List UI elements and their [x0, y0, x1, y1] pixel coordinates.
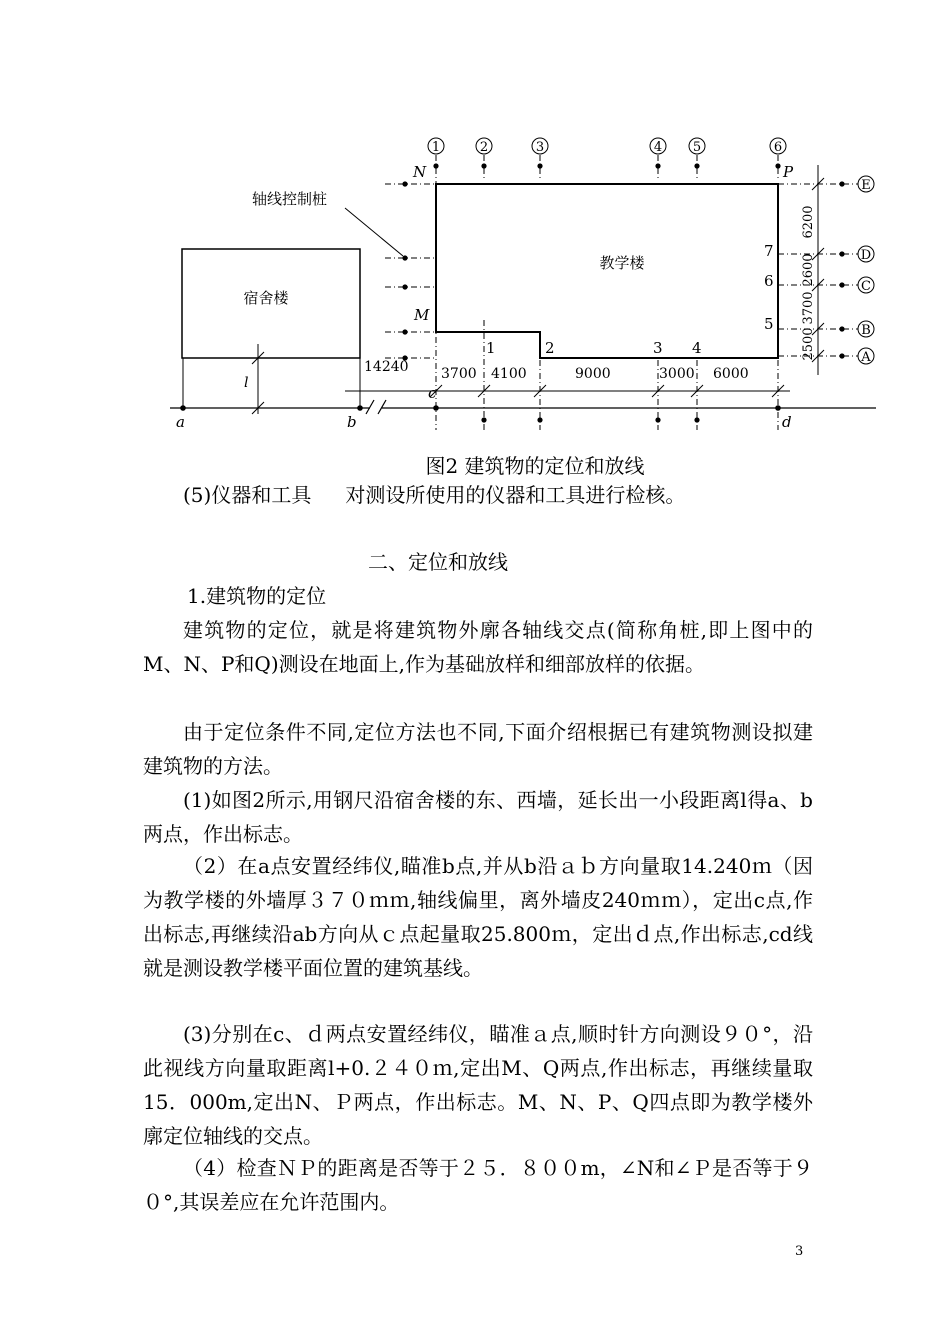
dim-4100: 4100	[491, 366, 527, 382]
axis-bubble-2	[476, 138, 492, 155]
axis-bubble-1	[428, 138, 444, 155]
control-pile-label: 轴线控制桩	[252, 190, 328, 208]
subsection-title: 1.建筑物的定位	[187, 584, 327, 608]
svg-text:6: 6	[773, 140, 783, 155]
point-d-label: d	[782, 413, 792, 431]
corner-label-N: N	[413, 163, 427, 181]
svg-text:4: 4	[653, 140, 663, 155]
svg-text:3: 3	[535, 140, 545, 155]
paragraph-2: 由于定位条件不同,定位方法也不同,下面介绍根据已有建筑物测设拟建建筑物的方法。	[143, 720, 813, 778]
dim-3700: 3700	[801, 291, 816, 325]
svg-text:5: 5	[692, 140, 702, 155]
dim-14240: 14240	[364, 359, 409, 375]
marker-5: 5	[764, 315, 774, 333]
dim-6200: 6200	[801, 205, 816, 239]
marker-4: 4	[692, 339, 702, 357]
instrument-line	[183, 478, 685, 512]
figure-caption: 图2 建筑物的定位和放线	[425, 454, 645, 478]
instrument-label: (5)仪器和工具	[183, 483, 312, 507]
paragraph-5: (3)分别在c、ｄ两点安置经纬仪，瞄准ａ点,顺时针方向测设９０°，沿此视线方向量取距离l+0.２４０ｍ,定出M、Q两点,作出标志，再继续量取15．000m,定出N、Ｐ两点，作出标志。M、N、P、Q四点即为教学楼外廓定位轴线的交点。	[143, 1022, 813, 1148]
svg-text:2: 2	[479, 140, 489, 155]
distance-l-label: l	[244, 375, 249, 391]
building-layout-figure	[0, 0, 950, 445]
dorm-extension-lines	[183, 344, 360, 414]
dim-6000: 6000	[713, 366, 749, 382]
svg-text:E: E	[861, 178, 871, 193]
axis-bubble-4	[650, 138, 666, 155]
corner-label-M: M	[414, 306, 430, 324]
axis-bubble-E	[858, 176, 874, 193]
marker-1: 1	[486, 339, 496, 357]
teaching-building-label: 教学楼	[599, 254, 645, 272]
axis-bubble-D	[858, 246, 874, 263]
paragraph-6: （4）检查ＮＰ的距离是否等于２５．８００m，∠N和∠Ｐ是否等于９０°,其误差应在允许范围内。	[143, 1156, 813, 1214]
svg-text:D: D	[860, 248, 872, 263]
axis-bubble-A	[858, 348, 874, 365]
dim-3700-bottom: 3700	[441, 366, 477, 382]
dormitory-label: 宿舍楼	[243, 289, 289, 307]
instrument-text: 对测设所使用的仪器和工具进行检核。	[345, 483, 686, 507]
section-title: 二、定位和放线	[368, 550, 508, 574]
svg-text:A: A	[861, 350, 871, 365]
marker-2: 2	[545, 339, 555, 357]
dim-9000: 9000	[575, 366, 611, 382]
axis-bubble-B	[858, 321, 874, 338]
axis-lines	[385, 155, 858, 430]
axis-bubble-C	[858, 277, 874, 294]
marker-3: 3	[653, 339, 663, 357]
marker-6: 6	[764, 272, 774, 290]
svg-text:B: B	[861, 323, 871, 338]
dim-2500: 2500	[801, 327, 816, 361]
axis-bubble-6	[770, 138, 786, 155]
dim-2600: 2600	[801, 253, 816, 287]
point-c-label: c	[428, 384, 437, 402]
paragraph-1: 建筑物的定位，就是将建筑物外廓各轴线交点(简称角桩,即上图中的M、N、P和Q)测设在地面上,作为基础放样和细部放样的依据。	[143, 618, 813, 676]
paragraph-4: （2）在a点安置经纬仪,瞄准b点,并从b沿ａｂ方向量取14.240ｍ（因为教学楼的外墙厚３７０ｍｍ,轴线偏里，离外墙皮240ｍｍ），定出c点,作出标志,再继续沿ab方向从ｃ点起量取25.800ｍ，定出ｄ点,作出标志,cd线就是测设教学楼平面位置的建筑基线。	[143, 854, 813, 980]
point-a-label: a	[176, 413, 185, 431]
paragraph-3: (1)如图2所示,用钢尺沿宿舍楼的东、西墙，延长出一小段距离l得a、b两点，作出标志。	[143, 788, 813, 846]
marker-7: 7	[764, 242, 774, 260]
dim-3000: 3000	[659, 366, 695, 382]
svg-text:1: 1	[431, 140, 441, 155]
page-number: 3	[795, 1244, 804, 1259]
baseline	[170, 400, 876, 414]
corner-label-P: P	[783, 163, 794, 181]
svg-text:C: C	[861, 279, 871, 294]
axis-bubble-3	[532, 138, 548, 155]
axis-bubble-5	[689, 138, 705, 155]
point-b-label: b	[347, 413, 357, 431]
